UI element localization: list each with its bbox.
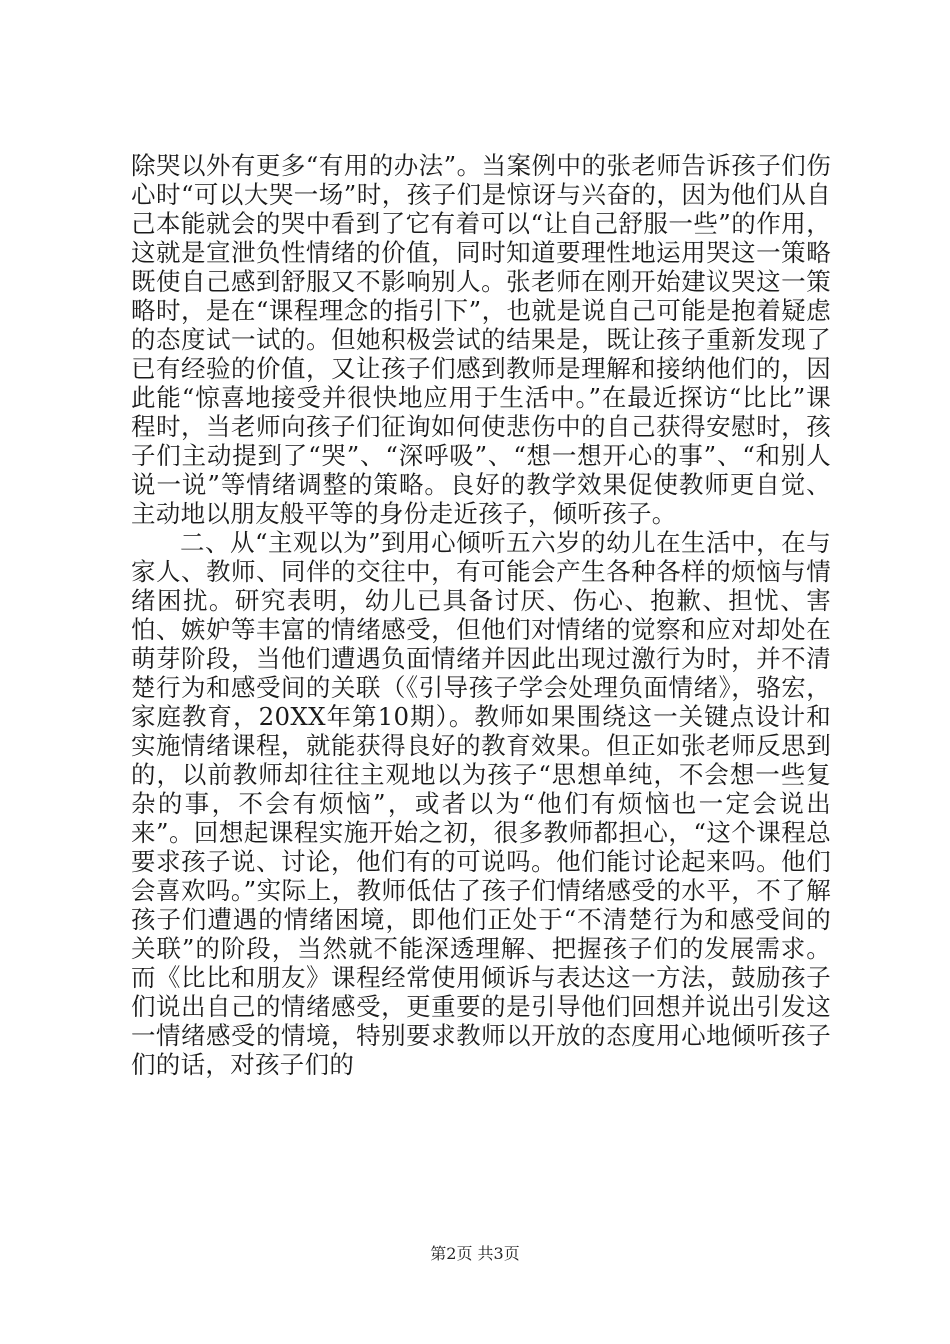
page-footer: 第2页 共3页 (430, 1244, 520, 1263)
body-text (131, 151, 831, 1079)
paragraph-1: 除哭以外有更多“有用的办法”。当案例中的张老师告诉孩子们伤心时“可以大哭一场”时，孩子们是惊讶与兴奋的，因为他们从自己本能就会的哭中看到了它有着可以“让自己舒服一些”的作用，这就是宣泄负性情绪的价值，同时知道要理性地运用哭这一策略既使自己感到舒服又不影响别人。张老师在刚开始建议哭这一策略时，是在“课程理念的指引下”，也就是说自己可能是抱着疑虑的态度试一试的。但她积极尝试的结果是，既让孩子重新发现了已有经验的价值，又让孩子们感到教师是理解和接纳他们的，因此能“惊喜地接受并很快地应用于生活中。”在最近探访“比比”课程时，当老师向孩子们征询如何使悲伤中的自己获得安慰时，孩子们主动提到了“哭”、“深呼吸”、“想一想开心的事”、“和别人说一说”等情绪调整的策略。良好的教学效果促使教师更自觉、主动地以朋友般平等的身份走近孩子，倾听孩子。 (131, 151, 831, 528)
paragraph-2: 二、从“主观以为”到用心倾听五六岁的幼儿在生活中，在与家人、教师、同伴的交往中，有可能会产生各种各样的烦恼与情绪困扰。研究表明，幼儿已具备讨厌、伤心、抱歉、担忧、害怕、嫉妒等丰富的情绪感受，但他们对情绪的觉察和应对却处在萌芽阶段，当他们遭遇负面情绪并因此出现过激行为时，并不清楚行为和感受间的关联（《引导孩子学会处理负面情绪》，骆宏，家庭教育，20XX年第10期）。教师如果围绕这一关键点设计和实施情绪课程，就能获得良好的教育效果。但正如张老师反思到的，以前教师却往往主观地以为孩子“思想单纯，不会想一些复杂的事，不会有烦恼”，或者以为“他们有烦恼也一定会说出来”。回想起课程实施开始之初，很多教师都担心，“这个课程总要求孩子说、讨论，他们有的可说吗。他们能讨论起来吗。他们会喜欢吗。”实际上，教师低估了孩子们情绪感受的水平，不了解孩子们遭遇的情绪困境，即他们正处于“不清楚行为和感受间的关联”的阶段，当然就不能深透理解、把握孩子们的发展需求。而《比比和朋友》课程经常使用倾诉与表达这一方法，鼓励孩子们说出自己的情绪感受，更重要的是引导他们回想并说出引发这一情绪感受的情境，特别要求教师以开放的态度用心地倾听孩子们的话，对孩子们的 (131, 528, 832, 1079)
